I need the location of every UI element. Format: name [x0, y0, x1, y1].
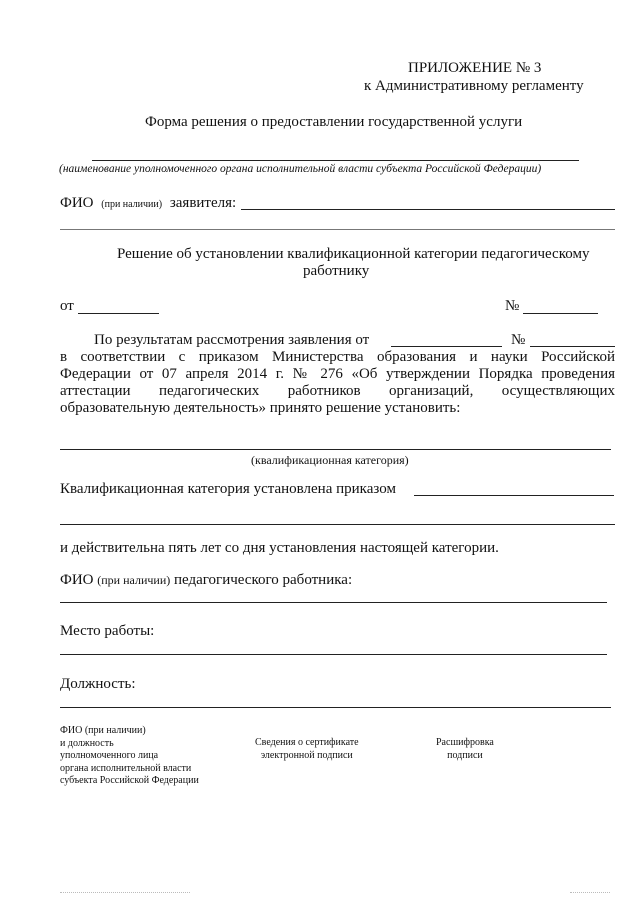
official-line: ФИО (при наличии): [60, 725, 146, 736]
from-label: от: [60, 298, 74, 314]
applicant-fio-line-2: [60, 229, 615, 230]
category-order-line: [414, 495, 614, 496]
official-line: уполномоченного лица: [60, 750, 159, 761]
workplace-label: Место работы:: [60, 623, 155, 639]
decision-title-line2: работнику: [303, 263, 370, 279]
scan-artifact: [60, 892, 190, 893]
application-number-line: [530, 346, 615, 347]
official-signature-block: [60, 725, 199, 788]
position-line: [60, 707, 611, 708]
number-label: №: [505, 298, 520, 314]
application-date-line: [391, 346, 502, 347]
category-line: [60, 449, 611, 450]
decision-number-line: [523, 313, 598, 314]
decoding-line: Расшифровка: [436, 737, 494, 748]
body-line2: в соответствии с приказом Министерства образования и науки Российской: [60, 349, 615, 365]
decoding-line: подписи: [447, 749, 483, 761]
valid-text: и действительна пять лет со дня установления настоящей категории.: [60, 540, 499, 556]
authority-caption: (наименование уполномоченного органа исполнительной власти субъекта Российской Федерации): [59, 163, 542, 175]
appendix-number: ПРИЛОЖЕНИЕ № 3: [408, 60, 542, 76]
teacher-fio-line: [60, 602, 607, 603]
applicant-word: заявителя:: [169, 195, 237, 211]
body-line1-number: №: [511, 332, 526, 348]
form-title: Форма решения о предоставлении государственной услуги: [145, 114, 523, 130]
body-line5: образовательную деятельность» принято решение установить:: [60, 400, 461, 416]
category-caption: (квалификационная категория): [251, 453, 409, 467]
body-line3: Федерации от 07 апреля 2014 г. № 276 «Об утверждении Порядка проведения: [60, 366, 615, 382]
position-label: Должность:: [60, 676, 136, 692]
applicant-fio-label: [60, 195, 236, 212]
scan-artifact: [570, 892, 610, 893]
decoding-block: [436, 737, 494, 762]
body-line1-start: По результатам рассмотрения заявления от: [94, 332, 370, 348]
teacher-fio-word: ФИО: [60, 572, 94, 588]
body-line4: аттестации педагогических работников организаций, осуществляющих: [60, 383, 615, 399]
category-order-label: Квалификационная категория установлена приказом: [60, 481, 396, 497]
appendix-regulation: к Административному регламенту: [364, 78, 584, 94]
fio-word: ФИО: [60, 195, 94, 211]
decision-title-line1: Решение об установлении квалификационной категории педагогическому: [117, 246, 590, 262]
official-line: и должность: [60, 737, 114, 749]
certificate-block: [255, 737, 359, 762]
official-line: органа исполнительной власти: [60, 762, 192, 774]
official-line: субъекта Российской Федерации: [60, 775, 199, 786]
certificate-line: Сведения о сертификате: [255, 737, 359, 748]
teacher-if-any-note: (при наличии): [97, 573, 171, 587]
applicant-fio-line: [241, 209, 615, 210]
certificate-line: электронной подписи: [260, 749, 353, 761]
teacher-fio-label: [60, 572, 352, 589]
category-order-line-2: [60, 524, 615, 525]
workplace-line: [60, 654, 607, 655]
teacher-fio-rest: педагогического работника:: [174, 572, 353, 588]
from-date-line: [78, 313, 159, 314]
authority-line: [92, 160, 579, 161]
if-any-note: (при наличии): [101, 199, 163, 210]
